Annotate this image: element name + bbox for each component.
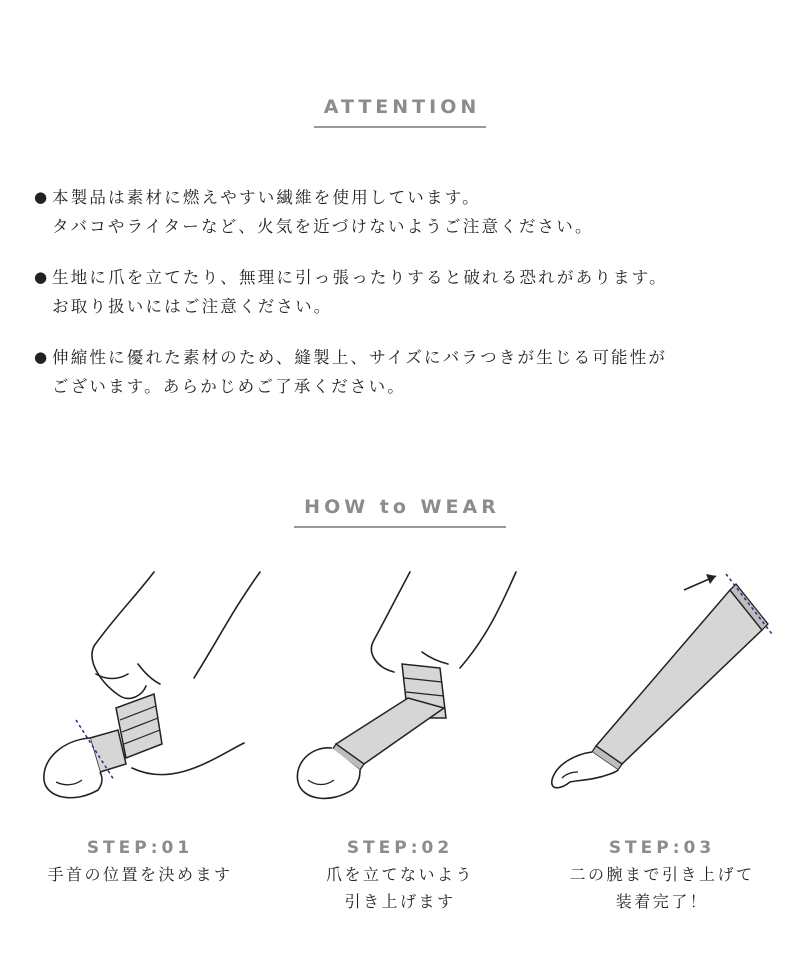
step2-label: STEP:02	[346, 838, 454, 858]
note-line: 生地に爪を立てたり、無理に引っ張ったりすると破れる恐れがあります。	[52, 268, 668, 287]
note-line: 本製品は素材に燃えやすい繊維を使用しています。	[52, 188, 481, 207]
note-line: 伸縮性に優れた素材のため、縫製上、サイズにバラつきが生じる可能性が	[52, 348, 668, 367]
note-item	[34, 263, 774, 321]
step-desc-line: 手首の位置を決めます	[47, 865, 233, 884]
note-item	[34, 183, 774, 241]
note-item	[34, 343, 774, 401]
step1-description	[10, 861, 270, 888]
step1-illustration	[34, 568, 264, 808]
step-desc-line: 装着完了！	[615, 892, 709, 911]
step1-label: STEP:01	[86, 838, 194, 858]
note-line: ございます。あらかじめご了承ください。	[52, 377, 406, 396]
bullet-icon: ●	[34, 348, 50, 366]
bullet-icon: ●	[34, 188, 50, 206]
howto-heading	[0, 496, 800, 528]
step3-illustration	[540, 568, 780, 808]
attention-heading	[0, 96, 800, 128]
bullet-icon: ●	[34, 268, 50, 286]
step2-illustration	[290, 568, 520, 808]
note-line: タバコやライターなど、火気を近づけないようご注意ください。	[52, 217, 594, 236]
step3-description	[532, 861, 792, 915]
step-desc-line: 爪を立てないよう	[325, 865, 474, 884]
step-desc-line: 二の腕まで引き上げて	[569, 865, 755, 884]
attention-notes	[34, 183, 774, 423]
step3-label: STEP:03	[608, 838, 716, 858]
attention-heading-text: ATTENTION	[314, 96, 487, 128]
step2-description	[270, 861, 530, 915]
howto-heading-text: HOW to WEAR	[294, 496, 506, 528]
step-desc-line: 引き上げます	[344, 892, 456, 911]
note-line: お取り扱いにはご注意ください。	[52, 297, 333, 316]
